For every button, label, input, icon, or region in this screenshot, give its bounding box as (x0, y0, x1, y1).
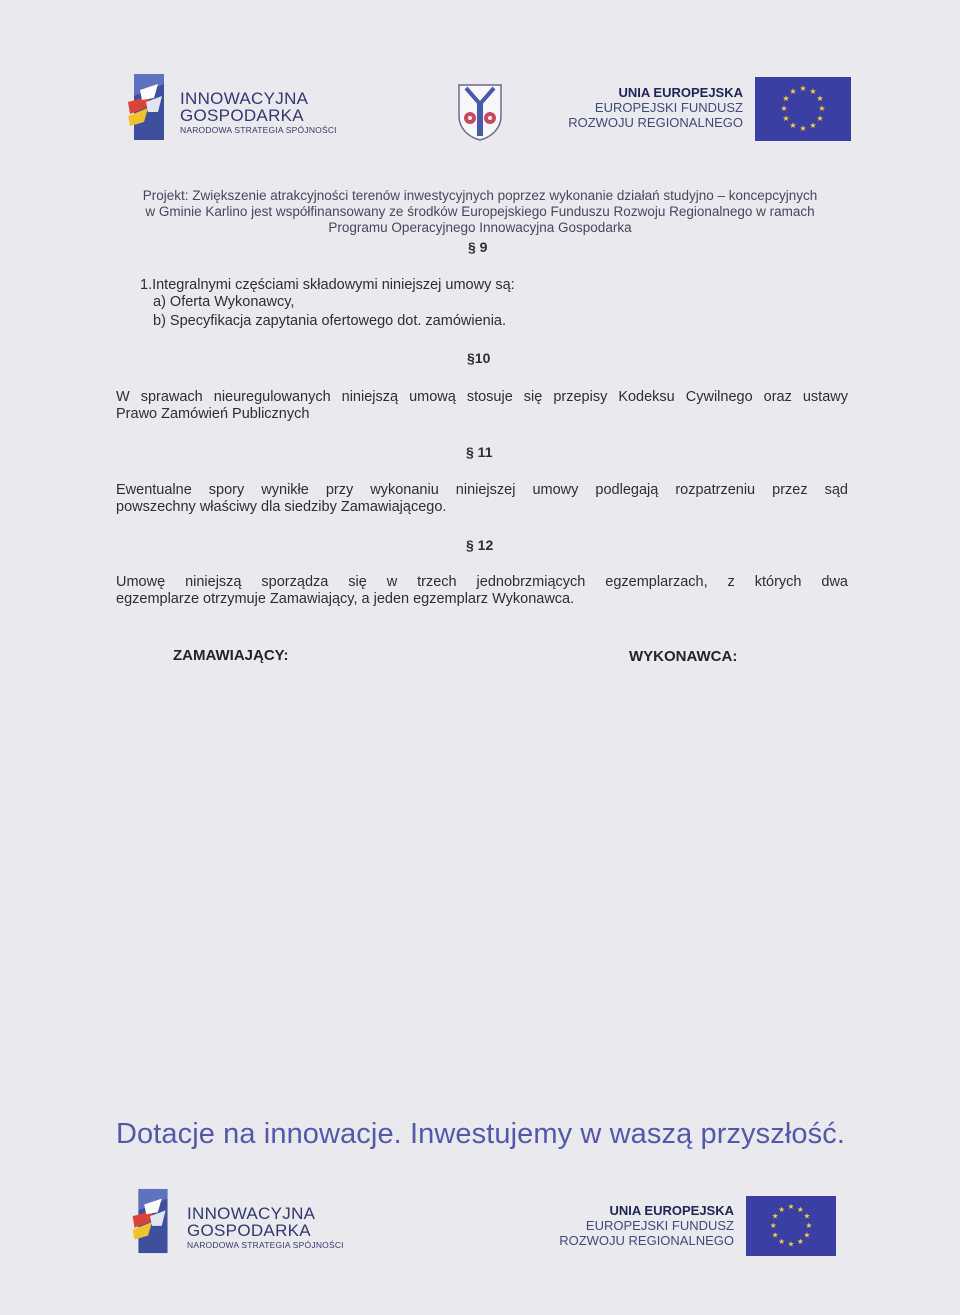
footer-ig-logo-line2: GOSPODARKA (187, 1221, 311, 1240)
svg-text:★: ★ (789, 121, 797, 130)
section-9-item-a: a) Oferta Wykonawcy, (153, 294, 295, 310)
section-11-line2: powszechny właściwy dla siedziby Zamawiającego. (116, 499, 447, 515)
footer-eu-logo-line3: ROZWOJU REGIONALNEGO (559, 1233, 734, 1248)
section-10-text (116, 389, 848, 423)
section-12-heading: § 12 (466, 537, 494, 553)
eu-logo-line1: UNIA EUROPEJSKA (618, 85, 743, 100)
signature-left-label: ZAMAWIAJĄCY: (173, 647, 289, 664)
svg-text:★: ★ (805, 1220, 813, 1230)
svg-text:★: ★ (787, 1202, 795, 1212)
svg-text:★: ★ (789, 87, 797, 96)
innowacyjna-gospodarka-logo (128, 72, 348, 144)
svg-text:★: ★ (816, 114, 824, 123)
svg-text:★: ★ (803, 1230, 811, 1240)
section-10-line1: W sprawach nieuregulowanych niniejszą umową stosuje się przepisy Kodeksu Cywilnego oraz ustawy (116, 389, 848, 405)
section-11-line1: Ewentualne spory wynikłe przy wykonaniu niniejszej umowy podlegają rozpatrzeniu przez sąd (116, 482, 848, 498)
innowacyjna-gospodarka-icon (128, 72, 168, 142)
svg-text:★: ★ (782, 94, 790, 103)
svg-text:★: ★ (778, 1204, 785, 1214)
section-9-intro: 1.Integralnymi częściami składowymi niniejszej umowy są: (140, 277, 515, 293)
project-note-line1: Projekt: Zwiększenie atrakcyjności terenów inwestycyjnych poprzez wykonanie działań studyjno – koncepcyjnych (142, 188, 818, 203)
footer-eu-logo-text (530, 1203, 734, 1248)
eu-flag-icon (755, 77, 851, 141)
section-10-heading: §10 (467, 350, 491, 366)
footer-eu-logo-line2: EUROPEJSKI FUNDUSZ (585, 1218, 734, 1233)
svg-text:★: ★ (771, 1211, 779, 1221)
svg-text:★: ★ (787, 1239, 795, 1249)
svg-text:★: ★ (797, 1204, 804, 1214)
section-9-heading: § 9 (468, 239, 488, 255)
section-9-item-b: b) Specyfikacja zapytania ofertowego dot. zamówienia. (153, 313, 507, 329)
eu-logo-line3: ROZWOJU REGIONALNEGO (568, 115, 743, 130)
section-12-text (116, 574, 848, 608)
svg-text:★: ★ (797, 1236, 804, 1246)
ig-logo-line3: NARODOWA STRATEGIA SPÓJNOŚCI (180, 125, 337, 135)
svg-text:★: ★ (769, 1220, 777, 1230)
svg-text:★: ★ (799, 84, 807, 93)
eu-logo-line2: EUROPEJSKI FUNDUSZ (594, 100, 743, 115)
svg-text:★: ★ (818, 104, 826, 113)
project-note-line3: Programu Operacyjnego Innowacyjna Gospodarka (328, 220, 632, 235)
footer-slogan: Dotacje na innowacje. Inwestujemy w waszą przyszłość. (116, 1118, 845, 1150)
innowacyjna-gospodarka-icon (132, 1187, 172, 1255)
municipal-coat-of-arms-icon (456, 82, 504, 142)
svg-text:★: ★ (809, 87, 817, 96)
footer-ig-logo-line3: NARODOWA STRATEGIA SPÓJNOŚCI (187, 1240, 344, 1250)
section-11-heading: § 11 (466, 444, 493, 460)
eu-logo-text (540, 85, 743, 130)
svg-text:★: ★ (780, 104, 788, 113)
section-11-text (116, 482, 848, 516)
svg-text:★: ★ (771, 1230, 779, 1240)
section-10-line2: Prawo Zamówień Publicznych (116, 406, 310, 422)
svg-text:★: ★ (803, 1211, 811, 1221)
ig-logo-line2: GOSPODARKA (180, 106, 304, 125)
section-12-line2: egzemplarze otrzymuje Zamawiający, a jeden egzemplarz Wykonawca. (116, 591, 575, 607)
svg-text:★: ★ (782, 114, 790, 123)
svg-text:★: ★ (799, 124, 807, 133)
footer-eu-flag-icon (746, 1196, 836, 1256)
signature-right-label: WYKONAWCA: (629, 648, 738, 665)
ig-logo-line1: INNOWACYJNA (180, 89, 309, 108)
project-note-line2: w Gminie Karlino jest współfinansowany ze środków Europejskiego Funduszu Rozwoju Regionalnego w ramach (145, 204, 815, 219)
svg-text:★: ★ (816, 94, 824, 103)
project-note (100, 188, 860, 236)
svg-text:★: ★ (778, 1236, 785, 1246)
footer-eu-logo-line1: UNIA EUROPEJSKA (609, 1203, 734, 1218)
section-12-line1: Umowę niniejszą sporządza się w trzech jednobrzmiących egzemplarzach, z których dwa (116, 574, 848, 590)
footer-ig-logo-line1: INNOWACYJNA (187, 1204, 316, 1223)
svg-text:★: ★ (809, 121, 817, 130)
footer-innowacyjna-gospodarka-logo (132, 1187, 352, 1257)
